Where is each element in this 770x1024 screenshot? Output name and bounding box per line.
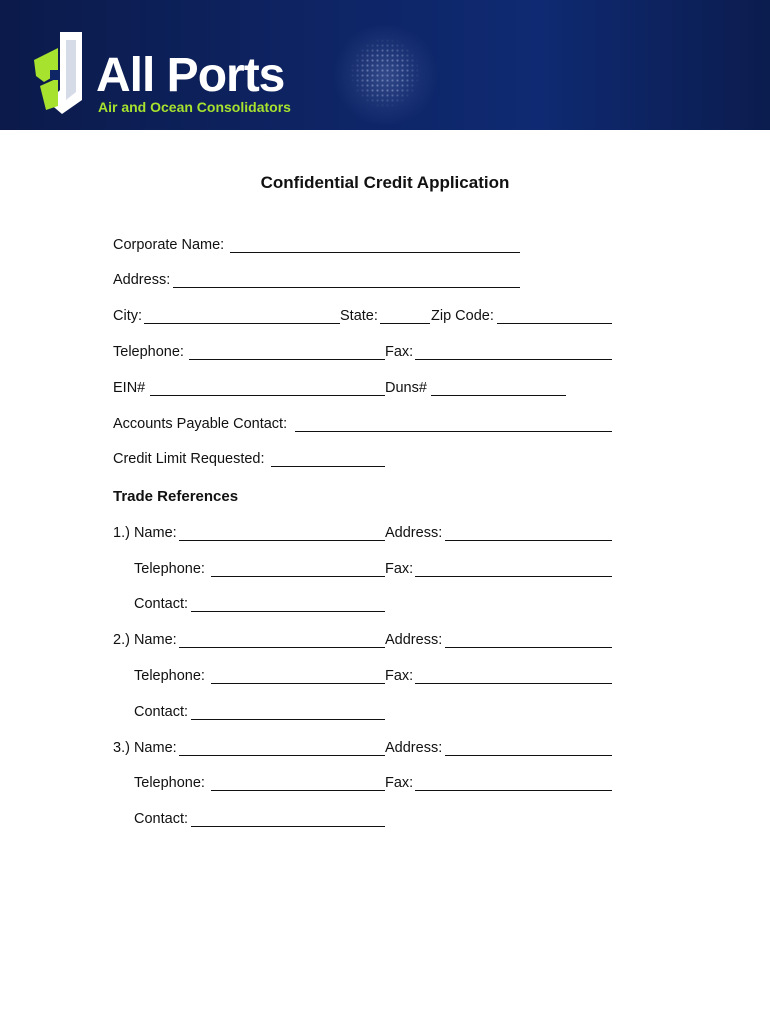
reference-1-name-field[interactable] <box>179 540 385 541</box>
zip-field[interactable] <box>497 323 612 324</box>
ap-contact-label: Accounts Payable Contact: <box>113 416 288 432</box>
reference-2-fax-field[interactable] <box>415 683 612 684</box>
reference-2-address-field[interactable] <box>445 647 612 648</box>
reference-2-telephone-label: Telephone: <box>134 668 205 684</box>
ein-label: EIN# <box>113 380 146 396</box>
header-banner <box>0 0 770 130</box>
reference-1-contact-field[interactable] <box>191 611 385 612</box>
reference-3-contact-label: Contact: <box>134 811 188 827</box>
reference-2-name-label: 2.) Name: <box>113 632 177 648</box>
reference-3-telephone-field[interactable] <box>211 790 385 791</box>
reference-2-fax-label: Fax: <box>385 668 414 684</box>
corporate-name-label: Corporate Name: <box>113 237 225 253</box>
reference-3-name-label: 3.) Name: <box>113 740 177 756</box>
address-label: Address: <box>113 272 171 288</box>
brand-name: All Ports <box>96 49 285 102</box>
reference-1-fax-label: Fax: <box>385 561 414 577</box>
state-field[interactable] <box>380 323 430 324</box>
credit-limit-label: Credit Limit Requested: <box>113 451 265 467</box>
reference-3-fax-label: Fax: <box>385 775 414 791</box>
credit-limit-field[interactable] <box>271 466 385 467</box>
zip-label: Zip Code: <box>431 308 494 324</box>
reference-2-telephone-field[interactable] <box>211 683 385 684</box>
reference-3-address-label: Address: <box>385 740 443 756</box>
page-title: Confidential Credit Application <box>260 173 510 192</box>
city-field[interactable] <box>144 323 340 324</box>
ein-field[interactable] <box>150 395 385 396</box>
reference-3-fax-field[interactable] <box>415 790 612 791</box>
address-field[interactable] <box>173 287 520 288</box>
reference-3-telephone-label: Telephone: <box>134 775 205 791</box>
fax-field[interactable] <box>415 359 612 360</box>
banner-dot-pattern <box>350 38 420 108</box>
trade-references-heading: Trade References <box>113 488 239 505</box>
reference-3-contact-field[interactable] <box>191 826 385 827</box>
telephone-label: Telephone: <box>113 344 184 360</box>
reference-1-address-field[interactable] <box>445 540 612 541</box>
ap-contact-field[interactable] <box>295 431 612 432</box>
state-label: State: <box>340 308 378 324</box>
city-label: City: <box>113 308 142 324</box>
fax-label: Fax: <box>385 344 414 360</box>
reference-2-contact-label: Contact: <box>134 704 188 720</box>
duns-field[interactable] <box>431 395 566 396</box>
reference-1-name-label: 1.) Name: <box>113 525 177 541</box>
reference-2-contact-field[interactable] <box>191 719 385 720</box>
duns-label: Duns# <box>385 380 427 396</box>
reference-1-address-label: Address: <box>385 525 443 541</box>
telephone-field[interactable] <box>189 359 385 360</box>
reference-1-fax-field[interactable] <box>415 576 612 577</box>
reference-3-address-field[interactable] <box>445 755 612 756</box>
brand-tagline: Air and Ocean Consolidators <box>98 99 291 115</box>
reference-2-name-field[interactable] <box>179 647 385 648</box>
reference-1-telephone-field[interactable] <box>211 576 385 577</box>
reference-1-contact-label: Contact: <box>134 596 188 612</box>
corporate-name-field[interactable] <box>230 252 520 253</box>
ship-bow-icon <box>30 30 100 116</box>
reference-2-address-label: Address: <box>385 632 443 648</box>
reference-3-name-field[interactable] <box>179 755 385 756</box>
reference-1-telephone-label: Telephone: <box>134 561 205 577</box>
